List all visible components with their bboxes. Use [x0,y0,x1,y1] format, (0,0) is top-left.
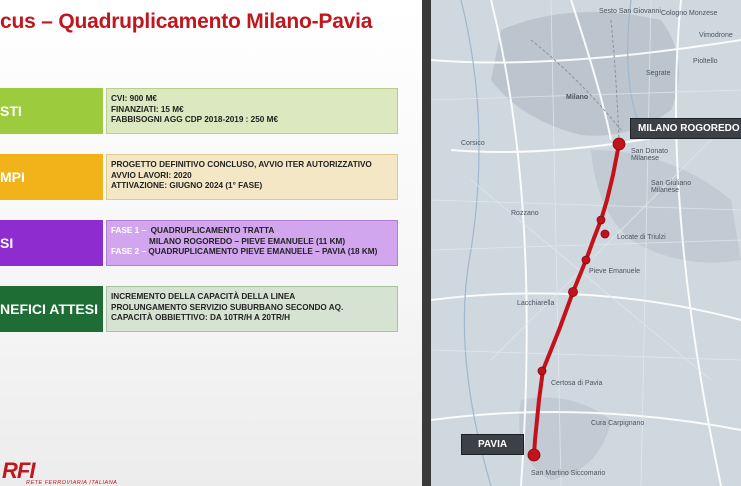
place-label: Segrate [646,70,671,77]
place-label: San Donato Milanese [631,148,668,162]
row-detail-fasi [106,220,398,266]
row-detail-benefici [106,286,398,332]
map-label-milano-rogoredo: MILANO ROGOREDO [630,118,741,139]
fase1-text2: MILANO ROGOREDO – PIEVE EMANUELE (11 KM) [149,236,346,246]
place-label: Lacchiarella [517,300,555,307]
row-label-fasi: SI [0,220,103,266]
slide-title: cus – Quadruplicamento Milano-Pavia [0,10,373,33]
row-label-benefici: NEFICI ATTESI [0,286,103,332]
place-label: Rozzano [511,210,539,217]
detail-line: CVI: 900 M€ [111,94,157,103]
place-label: San Giuliano Milanese [651,180,692,194]
map-background [431,0,741,486]
fase2-text: QUADRUPLICAMENTO PIEVE EMANUELE – PAVIA (18 KM) [148,247,378,256]
map-label-pavia: PAVIA [461,434,524,455]
rfi-logo-mark: RFI [2,458,35,483]
fase1-line [111,226,393,237]
place-label: Certosa di Pavia [551,380,603,387]
fase2-line [111,247,393,258]
place-label: Locate di Triulzi [617,234,666,241]
place-label: Cologno Monzese [661,10,718,17]
rfi-logo [2,452,142,486]
row-detail-costi [106,88,398,134]
panel-divider [422,0,431,486]
place-label: Pioltello [693,58,718,65]
place-label: Pieve Emanuele [589,268,640,275]
place-label: Vimodrone [699,32,733,39]
detail-line: CAPACITÀ OBBIETTIVO: DA 10TR/H A 20TR/H [111,313,291,322]
detail-line: ATTIVAZIONE: GIUGNO 2024 (1° FASE) [111,181,263,190]
row-detail-tempi [106,154,398,200]
rfi-logo-subtitle: RETE FERROVIARIA ITALIANA [26,480,118,486]
place-label: San Martino Siccomario [531,470,606,477]
fase1-tag: FASE 1 – [111,226,147,235]
fase2-tag: FASE 2 – [111,247,147,256]
detail-line: FABBISOGNI AGG CDP 2018-2019 : 250 M€ [111,115,278,124]
fase1-text: QUADRUPLICAMENTO TRATTA [150,226,275,235]
detail-line: FINANZIATI: 15 M€ [111,104,184,114]
map-panel [431,0,741,486]
detail-line: AVVIO LAVORI: 2020 [111,170,192,180]
detail-line: PROLUNGAMENTO SERVIZIO SUBURBANO SECONDO AQ. [111,302,344,312]
place-label: Corsico [461,140,485,147]
row-label-tempi: MPI [0,154,103,200]
place-label: Sesto San Giovanni [599,8,661,15]
place-label: Cura Carpignano [591,420,645,427]
row-label-costi: STI [0,88,103,134]
detail-line: PROGETTO DEFINITIVO CONCLUSO, AVVIO ITER AUTORIZZATIVO [111,160,372,169]
place-label: Milano [566,94,589,101]
detail-line: INCREMENTO DELLA CAPACITÀ DELLA LINEA [111,292,296,301]
